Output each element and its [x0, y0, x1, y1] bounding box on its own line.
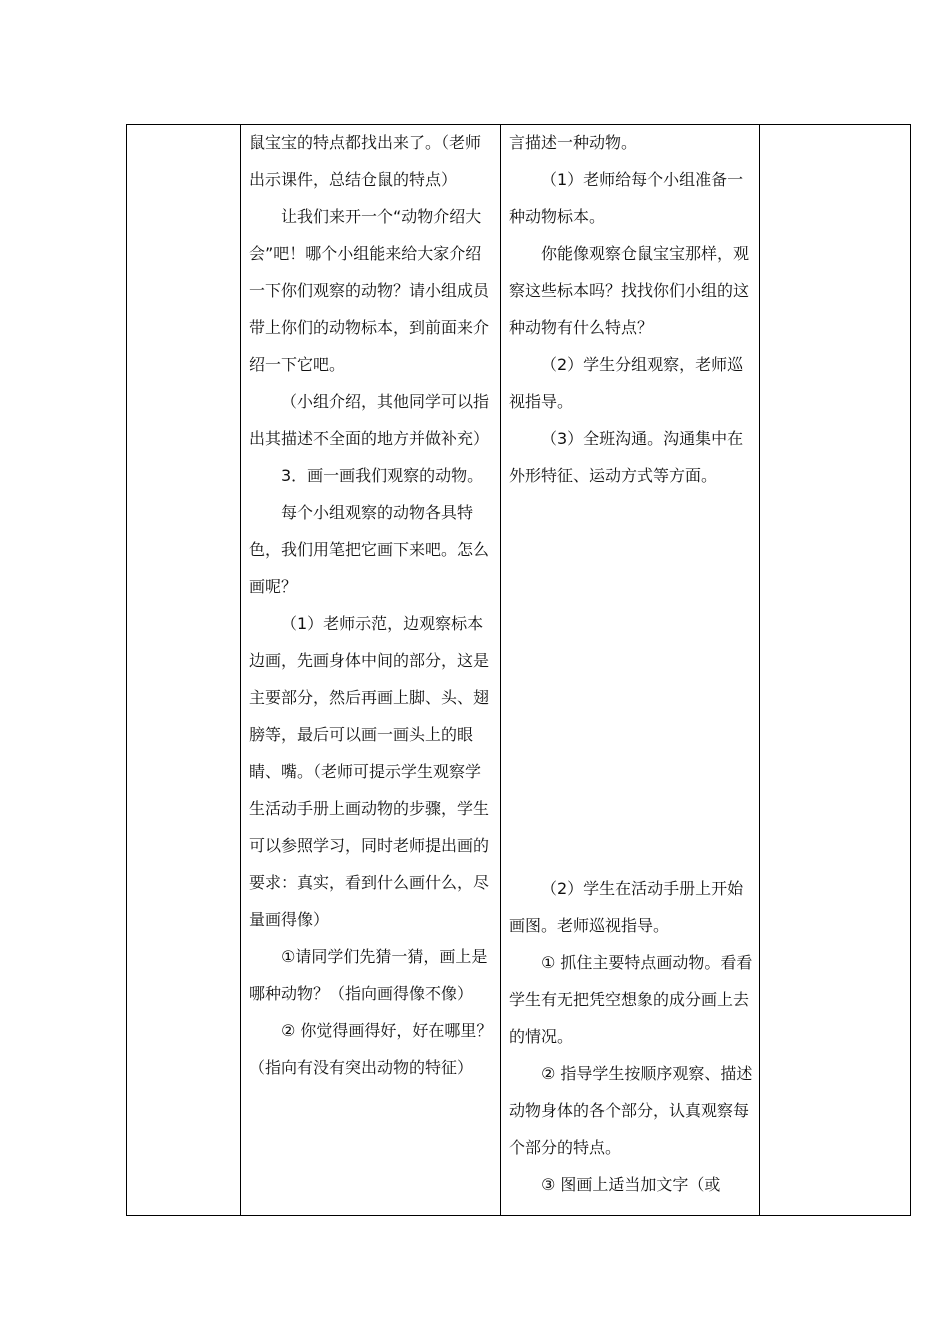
paragraph: 鼠宝宝的特点都找出来了。（老师出示课件，总结仓鼠的特点）: [249, 133, 482, 189]
table-cell-teacher-activity: [241, 125, 500, 1215]
table-cell-col4: [760, 125, 910, 1215]
paragraph: （1）老师给每个小组准备一种动物标本。: [509, 170, 744, 226]
lesson-plan-table: [126, 124, 911, 1216]
paragraph: ② 你觉得画得好，好在哪里？（指向有没有突出动物的特征）: [249, 1021, 493, 1077]
paragraph: 每个小组观察的动物各具特色，我们用笔把它画下来吧。怎么画呢？: [249, 503, 490, 596]
table-cell-col1: [127, 125, 240, 1215]
paragraph: ③ 图画上适当加文字（或: [541, 1175, 721, 1194]
paragraph: （小组介绍，其他同学可以指出其描述不全面的地方并做补充）: [249, 392, 490, 448]
paragraph: （2）学生在活动手册上开始画图。老师巡视指导。: [509, 879, 744, 935]
table-cell-student-activity: [501, 125, 759, 1215]
paragraph: （3）全班沟通。沟通集中在外形特征、运动方式等方面。: [509, 429, 744, 485]
paragraph: ①请同学们先猜一猜，画上是哪种动物？（指向画得像不像）: [249, 947, 488, 1003]
paragraph: ② 指导学生按顺序观察、描述动物身体的各个部分，认真观察每个部分的特点。: [509, 1064, 753, 1157]
paragraph: 让我们来开一个“动物介绍大会”吧！哪个小组能来给大家介绍一下你们观察的动物？请小组成员带上你们的动物标本，到前面来介绍一下它吧。: [249, 207, 490, 374]
paragraph: 言描述一种动物。: [509, 133, 638, 152]
student-activity-text-top: [509, 124, 753, 494]
student-activity-text-bottom: [509, 870, 753, 1203]
paragraph: ① 抓住主要特点画动物。看看学生有无把凭空想象的成分画上去的情况。: [509, 953, 753, 1046]
paragraph: （1）老师示范，边观察标本边画，先画身体中间的部分，这是主要部分，然后再画上脚、头、翅膀等，最后可以画一画头上的眼睛、嘴。（老师可提示学生观察学生活动手册上画动物的步骤，学生可以参照学习，同时老师提出画的要求：真实，看到什么画什么，尽量画得像）: [249, 614, 490, 929]
paragraph: （2）学生分组观察，老师巡视指导。: [509, 355, 744, 411]
paragraph: 你能像观察仓鼠宝宝那样，观察这些标本吗？找找你们小组的这种动物有什么特点？: [509, 244, 750, 337]
paragraph: 3．画一画我们观察的动物。: [281, 466, 484, 485]
teacher-activity-text: [249, 124, 494, 1086]
